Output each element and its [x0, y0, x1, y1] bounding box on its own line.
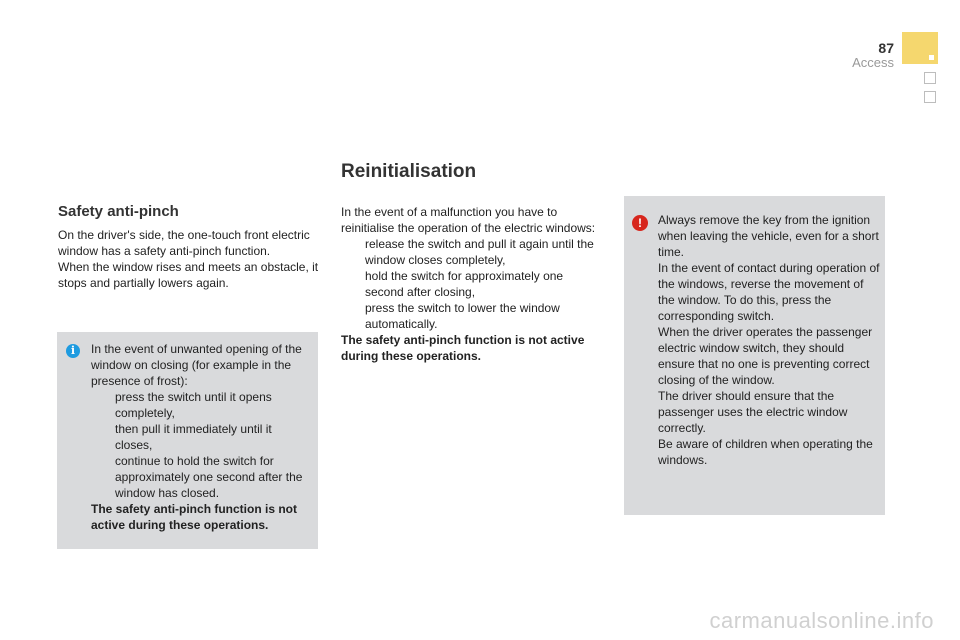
safety-anti-pinch-title: Safety anti-pinch: [58, 203, 179, 220]
note: The safety anti-pinch function is not active during these operations.: [91, 502, 298, 532]
paragraph: Be aware of children when operating the windows.: [658, 437, 873, 467]
warning-icon: !: [632, 215, 648, 231]
page-number: 87: [878, 40, 894, 56]
list-item: hold the switch for approximately one second after closing,: [365, 269, 564, 299]
paragraph: In the event of a malfunction you have to reinitialise the operation of the electric windows:: [341, 205, 596, 235]
list-item: continue to hold the switch for approximately one second after the window has closed.: [115, 454, 303, 500]
watermark: carmanualsonline.info: [709, 608, 934, 633]
section-tab: [902, 32, 938, 64]
list-item: then pull it immediately until it closes,: [115, 422, 272, 452]
warning-panel-text: [658, 212, 880, 468]
warning-panel: [624, 196, 885, 515]
info-panel-text: [91, 341, 311, 533]
tab-marker: [929, 55, 934, 60]
paragraph: When the window rises and meets an obstacle, it stops and partially lowers again.: [58, 260, 319, 290]
paragraph: Always remove the key from the ignition when leaving the vehicle, even for a short time.: [658, 213, 879, 259]
section-tab-empty: [924, 91, 936, 103]
info-panel: [57, 332, 318, 549]
paragraph: The driver should ensure that the passenger uses the electric window correctly.: [658, 389, 848, 435]
note: The safety anti-pinch function is not active during these operations.: [341, 333, 585, 363]
section-tab-empty: [924, 72, 936, 84]
reinitialisation-title: Reinitialisation: [341, 161, 477, 182]
list-item: release the switch and pull it again until the window closes completely,: [365, 237, 594, 267]
safety-anti-pinch-text: [58, 227, 320, 291]
paragraph: On the driver's side, the one-touch front electric window has a safety anti-pinch function.: [58, 228, 310, 258]
info-icon: i: [66, 344, 80, 358]
list-item: press the switch until it opens completely,: [115, 390, 272, 420]
paragraph: In the event of unwanted opening of the window on closing (for example in the presence of frost):: [91, 342, 302, 388]
reinitialisation-text: [341, 204, 605, 364]
paragraph: In the event of contact during operation of the windows, reverse the movement of the window. To do this, press the corresponding switch.: [658, 261, 880, 323]
paragraph: When the driver operates the passenger electric window switch, they should ensure that no one is preventing correct closing of the window.: [658, 325, 873, 387]
list-item: press the switch to lower the window automatically.: [365, 301, 560, 331]
section-label: Access: [852, 55, 894, 70]
